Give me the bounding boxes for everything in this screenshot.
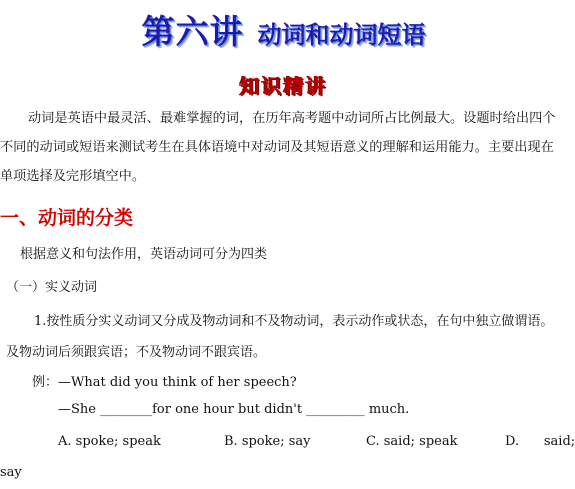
point-1-line-2: 及物动词后须跟宾语；不及物动词不跟宾语。 xyxy=(6,345,267,360)
example-answer: —She ________for one hour but didn't _________ much. xyxy=(58,402,410,417)
point-1-line-1: 1.按性质分实义动词又分成及物动词和不及物动词，表示动作或状态，在句中独立做谓语。 xyxy=(34,314,554,329)
lecture-topic: 动词和动词短语 xyxy=(257,21,426,49)
example-question: 例：—What did you think of her speech? xyxy=(32,375,297,390)
classification-text: 根据意义和句法作用，英语动词可分为四类 xyxy=(20,247,268,262)
option-b: B. spoke; say xyxy=(224,434,311,449)
heading-verb-classification: 一、动词的分类 xyxy=(0,207,134,229)
subheading-notional-verbs: （一）实义动词 xyxy=(6,280,98,295)
option-d-wrap: say xyxy=(0,465,22,480)
option-d: D. said; xyxy=(505,434,575,449)
option-a: A. spoke; speak xyxy=(58,434,161,449)
lecture-number: 第六讲 xyxy=(141,12,244,51)
option-c: C. said; speak xyxy=(366,434,458,449)
intro-paragraph: 动词是英语中最灵活、最难掌握的词，在历年高考题中动词所占比例最大。设题时给出四个不同的动词或短语来测试考生在具体语境中对动词及其短语意义的理解和运用能力。主要出现在单项选择及完形填空中。 xyxy=(0,111,556,184)
page-title xyxy=(0,6,567,53)
section-banner: 知识精讲 xyxy=(239,74,328,98)
